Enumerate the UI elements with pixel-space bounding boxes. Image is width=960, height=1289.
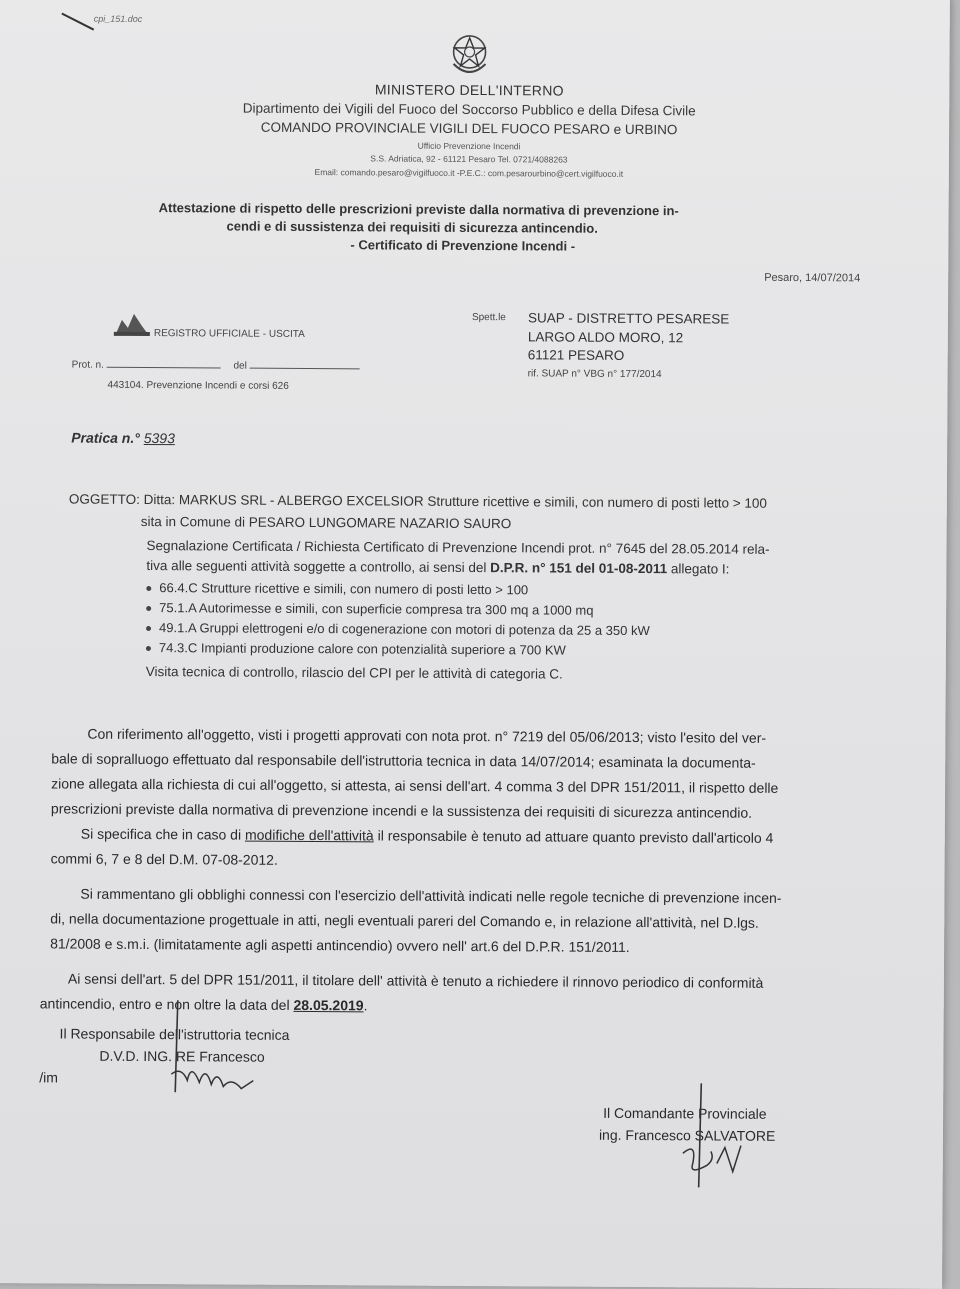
body-p2-line1: Si specifica che in caso di modifiche dell'attività il responsabile è tenuto ad attuare quanto previsto dall'articolo 4 — [80, 825, 774, 846]
pratica-label: Pratica n.° — [71, 429, 140, 446]
body-p4-line2: antincendio, entro e non oltre la data del 28.05.2019. — [39, 995, 368, 1014]
body-p2-line2: commi 6, 7 e 8 del D.M. 07-08-2012. — [50, 850, 278, 868]
pratica-value: 5393 — [143, 429, 175, 447]
doc-title-line1: Attestazione di rispetto delle prescrizioni previste dalla normativa di prevenzione in- — [158, 200, 679, 219]
body-p1-line4: prescrizioni previste dalla normativa di prevenzione incendi e la sussistenza dei requisiti di sicurezza antincendio. — [50, 800, 753, 821]
commander-name: ing. Francesco SALVATORE — [598, 1126, 776, 1144]
recipient-line3: 61121 PESARO — [527, 347, 625, 363]
recipient-ref: rif. SUAP n° VBG n° 177/2014 — [527, 368, 662, 381]
segnalazione-text: tiva alle seguenti attività soggette a controllo, ai sensi del — [146, 558, 491, 576]
body-p3-line3: 81/2008 e s.m.i. (limitatamente agli aspetti antincendio) ovvero nell' art.6 del D.P.R. 151/2011. — [50, 935, 630, 955]
segnalazione-line1: Segnalazione Certificata / Richiesta Certificato di Prevenzione Incendi prot. n° 7645 del 28.05.2014 rela- — [146, 538, 770, 557]
body-p1-line3: zione allegata alla richiesta di cui all'oggetto, si attesta, ai sensi dell'art. 4 comma 3 del DPR 151/2011, il rispetto delle — [51, 775, 779, 796]
office-email: Email: comando.pesaro@vigilfuoco.it -P.E.C.: com.pesarourbino@cert.vigilfuoco.it — [314, 167, 624, 179]
protocol-date-label: del — [233, 360, 247, 372]
body-p3-line1: Si rammentano gli obblighi connessi con l'esercizio dell'attività indicati nelle regole tecniche di prevenzione incen- — [80, 885, 782, 906]
date-place: Pesaro, 14/07/2014 — [764, 271, 861, 285]
office-address: S.S. Adriatica, 92 - 61121 Pesaro Tel. 0721/4088263 — [370, 153, 568, 165]
activity-item: 49.1.A Gruppi elettrogeni e/o di cogenerazione con motori di potenza da 25 a 350 kW — [146, 620, 650, 638]
protocol-label: Prot. n. — [71, 359, 104, 371]
file-note: cpi_151.doc — [93, 13, 143, 24]
recipient-line2: LARGO ALDO MORO, 12 — [527, 329, 684, 346]
pratica-number — [71, 430, 175, 447]
responsible-name: D.V.D. ING. RE Francesco — [99, 1047, 265, 1065]
activity-item: 75.1.A Autorimesse e simili, con superficie compresa tra 300 mq a 1000 mq — [146, 600, 593, 618]
modifiche-link-text: modifiche dell'attività — [244, 826, 374, 844]
segnalazione-line2 — [146, 558, 729, 577]
responsible-signature — [161, 996, 262, 1097]
protocol-line — [72, 360, 360, 373]
office-name: Ufficio Prevenzione Incendi — [417, 140, 521, 152]
protocol-number-field — [107, 367, 221, 369]
doc-title-line3: - Certificato di Prevenzione Incendi - — [350, 237, 576, 254]
oggetto-line1: OGGETTO: Ditta: MARKUS SRL - ALBERGO EXCELSIOR Strutture ricettive e simili, con numero di posti letto > 100 — [68, 491, 768, 511]
segnalazione-tail: allegato I: — [667, 561, 730, 577]
body-p4-line1: Ai sensi dell'art. 5 del DPR 151/2011, il titolare dell' attività è tenuto a richiedere il rinnovo periodico di conformità — [67, 970, 764, 991]
republic-emblem-icon — [446, 30, 492, 78]
body-p1-line2: bale di sopralluogo effettuato dal responsabile dell'istruttoria tecnica in data 14/07/2014; esaminata la documenta- — [51, 750, 756, 771]
renewal-deadline: 28.05.2019 — [293, 996, 364, 1014]
recipient-salutation: Spett.le — [471, 312, 506, 324]
responsible-title: Il Responsabile dell'istruttoria tecnica — [59, 1025, 290, 1043]
registry-stamp-icon — [112, 308, 152, 338]
pen-mark — [60, 9, 100, 33]
protocol-date-field — [250, 368, 360, 370]
doc-title-line2: cendi e di sussistenza dei requisiti di sicurezza antincendio. — [226, 218, 598, 236]
activity-item: 74.3.C Impianti produzione calore con potenzialità superiore a 700 KW — [146, 640, 566, 658]
commander-title: Il Comandante Provinciale — [603, 1104, 767, 1122]
oggetto-line2: sita in Comune di PESARO LUNGOMARE NAZARIO SAURO — [140, 513, 512, 532]
ministry-title: MINISTERO DELL'INTERNO — [374, 81, 564, 99]
dpr-reference: D.P.R. n° 151 del 01-08-2011 — [490, 560, 668, 577]
body-p1-line1: Con riferimento all'oggetto, visti i progetti approvati con nota prot. n° 7219 del 05/06/2013; visto l'esito del ver- — [87, 725, 767, 746]
recipient-line1: SUAP - DISTRETTO PESARESE — [527, 310, 730, 327]
command-title: COMANDO PROVINCIALE VIGILI DEL FUOCO PESARO e URBINO — [260, 119, 678, 138]
activity-item: 66.4.C Strutture ricettive e simili, con numero di posti letto > 100 — [146, 580, 528, 597]
commander-signature — [663, 1079, 764, 1190]
typist-initials: /im — [39, 1069, 59, 1086]
registry-ref: 443104. Prevenzione Incendi e corsi 626 — [107, 379, 289, 392]
department-title: Dipartimento dei Vigili del Fuoco del Soccorso Pubblico e della Difesa Civile — [242, 100, 696, 119]
visit-note: Visita tecnica di controllo, rilascio del CPI per le attività di categoria C. — [145, 664, 563, 682]
registry-label: REGISTRO UFFICIALE - USCITA — [153, 328, 305, 340]
body-p3-line2: di, nella documentazione progettuale in atti, negli eventuali pareri del Comando e, in relazione all'attività, nel D.lgs. — [50, 910, 759, 931]
